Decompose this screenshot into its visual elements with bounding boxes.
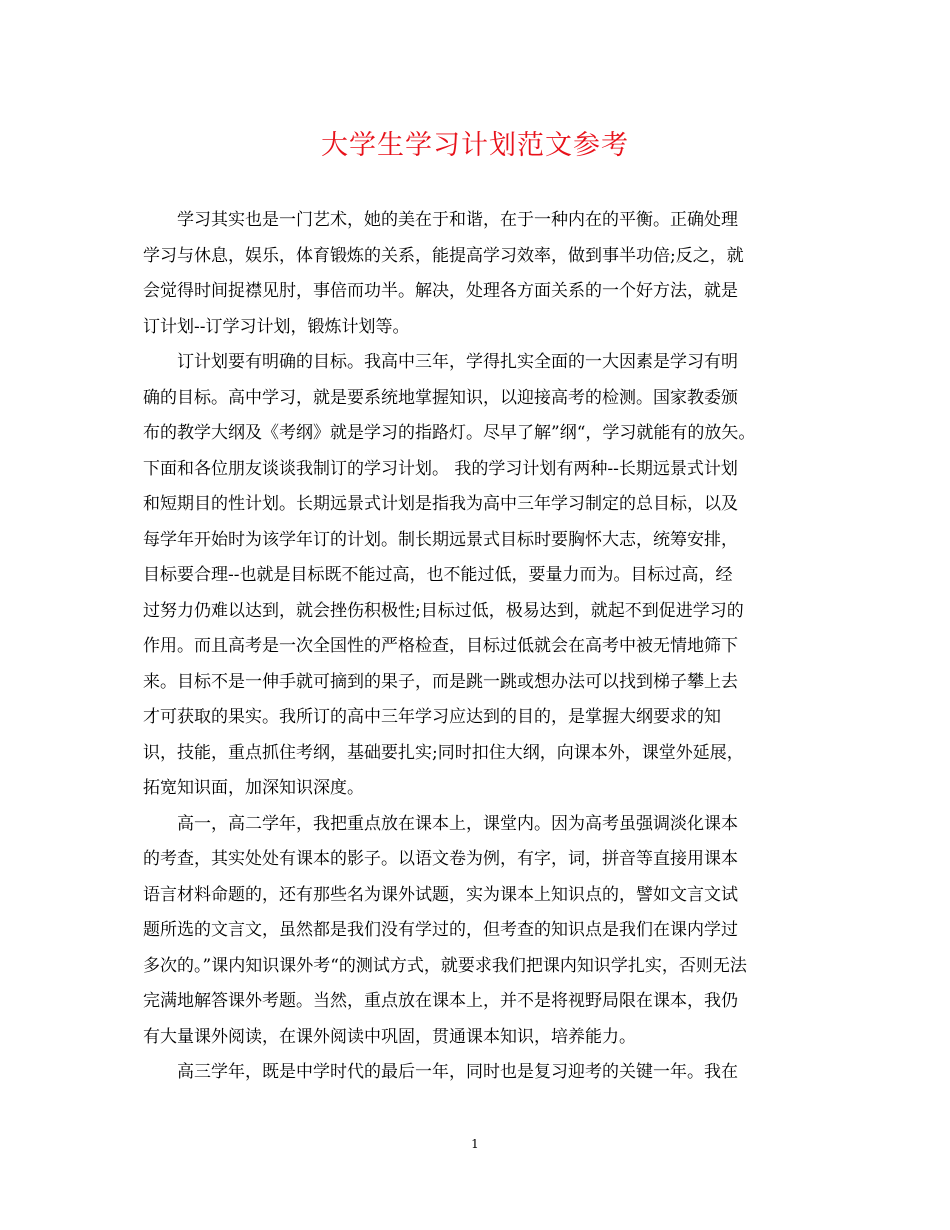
paragraph-1-line-2: 学习与休息，娱乐，体育锻炼的关系，能提高学习效率，做到事半功倍;反之，就 <box>143 245 744 266</box>
paragraph-2-line-3: 布的教学大纲及《考纲》就是学习的指路灯。尽早了解”纲“，学习就能有的放矢。 <box>143 423 756 443</box>
paragraph-2-line-6: 每学年开始时为该学年订的计划。制长期远景式目标时要胸怀大志，统筹安排， <box>143 529 738 550</box>
paragraph-2-line-1: 订计划要有明确的目标。我高中三年，学得扎实全面的一大因素是学习有明 <box>177 352 738 372</box>
paragraph-2-line-2: 确的目标。高中学习，就是要系统地掌握知识，以迎接高考的检测。国家教委颁 <box>143 387 738 408</box>
paragraph-2-line-10: 来。目标不是一伸手就可摘到的果子，而是跳一跳或想办法可以找到梯子攀上去 <box>143 671 738 692</box>
paragraph-2-line-13: 拓宽知识面，加深知识深度。 <box>143 778 364 798</box>
document-body <box>143 203 811 1091</box>
paragraph-2-line-11: 才可获取的果实。我所订的高中三年学习应达到的目的，是掌握大纲要求的知 <box>143 707 721 727</box>
paragraph-4-line-1: 高三学年，既是中学时代的最后一年，同时也是复习迎考的关键一年。我在 <box>177 1062 738 1082</box>
paragraph-3-line-3: 语言材料命题的，还有那些名为课外试题，实为课本上知识点的，譬如文言文试 <box>143 884 738 905</box>
paragraph-3-line-5: 多次的。”课内知识课外考“的测试方式，就要求我们把课内知识学扎实，否则无法 <box>143 955 747 976</box>
page-number: 1 <box>471 1137 479 1151</box>
paragraph-3-line-2: 的考查，其实处处有课本的影子。以语文卷为例，有字，词，拼音等直接用课本 <box>143 849 738 869</box>
paragraph-3-line-7: 有大量课外阅读，在课外阅读中巩固，贯通课本知识，培养能力。 <box>143 1026 636 1047</box>
paragraph-3-line-1: 高一，高二学年，我把重点放在课本上，课堂内。因为高考虽强调淡化课本 <box>177 813 738 834</box>
paragraph-2-line-12: 识，技能，重点抓住考纲，基础要扎实;同时扣住大纲，向课本外，课堂外延展， <box>143 742 744 763</box>
paragraph-1-line-3: 会觉得时间捉襟见肘，事倍而功半。解决，处理各方面关系的一个好方法，就是 <box>143 281 738 301</box>
paragraph-2-line-9: 作用。而且高考是一次全国性的严格检查，目标过低就会在高考中被无情地筛下 <box>143 636 738 656</box>
paragraph-2-line-7: 目标要合理--也就是目标既不能过高，也不能过低，要量力而为。目标过高，经 <box>143 565 733 585</box>
paragraph-1-line-4: 订计划--订学习计划，锻炼计划等。 <box>143 316 410 337</box>
paragraph-2-line-8: 过努力仍难以达到，就会挫伤积极性;目标过低，极易达到，就起不到促进学习的 <box>143 600 744 621</box>
paragraph-2-line-5: 和短期目的性计划。长期远景式计划是指我为高中三年学习制定的总目标，以及 <box>143 494 738 514</box>
paragraph-3-line-6: 完满地解答课外考题。当然，重点放在课本上，并不是将视野局限在课本，我仍 <box>143 991 738 1011</box>
paragraph-1-line-1: 学习其实也是一门艺术，她的美在于和谐，在于一种内在的平衡。正确处理 <box>177 210 738 230</box>
document-title: 大学生学习计划范文参考 <box>321 130 629 161</box>
paragraph-2-line-4: 下面和各位朋友谈谈我制订的学习计划。 我的学习计划有两种--长期远景式计划 <box>143 458 738 479</box>
paragraph-3-line-4: 题所选的文言文，虽然都是我们没有学过的，但考查的知识点是我们在课内学过 <box>143 920 738 940</box>
